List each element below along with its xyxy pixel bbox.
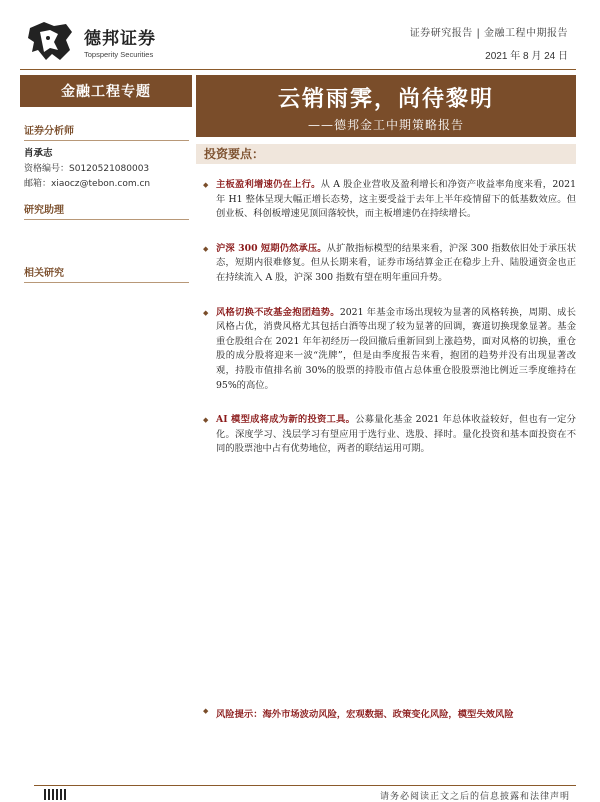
- section-banner: 金融工程专题: [20, 75, 192, 107]
- brand: [84, 24, 156, 59]
- list-item: [200, 306, 576, 394]
- bullet-highlight: 主板盈利增速仍在上行。: [216, 179, 321, 190]
- brand-name: 德邦证券: [84, 29, 156, 49]
- bullet-text: 公募量化基金 2021 年总体收益较好，但也有一定分化。深度学习、浅层学习有望应用于选行业、选股、择时。量化投资和基本面投资在不同的股票池中占有优势地位，两者的联结运用可期。: [216, 414, 576, 455]
- title-box: [196, 75, 576, 137]
- bullet-highlight: AI 模型成将成为新的投资工具。: [216, 414, 356, 426]
- report-title: 云销雨霁，尚待黎明: [277, 86, 494, 112]
- bullet-highlight: 风格切换不改基金抱团趋势。: [216, 306, 340, 318]
- bullet-text: 从 A 股企业营收及盈利增长和净资产收益率角度来看，2021 年 H1 整体呈现大幅正增长态势，这主要受益于去年上半年疫情留下的低基数效应。但创业板、科创板增速见顶回落较快，而主板增速仍在持续增长。: [216, 179, 576, 220]
- report-date: 2021 年 8 月 24 日: [485, 51, 568, 62]
- report-subtitle: ——德邦金工中期策略报告: [307, 118, 464, 132]
- list-item: [200, 413, 576, 457]
- company-logo: [26, 20, 76, 62]
- report-type: 证券研究报告 | 金融工程中期报告: [409, 28, 568, 39]
- analyst-name: 肖承志: [24, 148, 53, 159]
- list-item: [200, 178, 576, 222]
- header-meta: [410, 24, 568, 62]
- bullet-text: 从扩散指标模型的结果来看，沪深 300 指数依旧处于承压状态，短期内很难修复。但从长期来看，证券市场结算金正在稳步上升、陆股通资金也正在持续流入 A 股，沪深 300 指数有望在明年重回升势。: [216, 242, 576, 283]
- list-item: [200, 242, 576, 286]
- left-column: [24, 118, 189, 283]
- related-heading: 相关研究: [24, 264, 189, 283]
- risk-warning: ◆ 风险提示：海外市场波动风险，宏观数据、政策变化风险，模型失效风险: [200, 706, 592, 720]
- header-divider: [20, 69, 576, 70]
- investment-points-heading: 投资要点：: [196, 144, 576, 164]
- analyst-email: 邮箱：xiaocz@tebon.com.cn: [24, 179, 151, 189]
- bullet-text: 2021 年基金市场出现较为显著的风格转换，周期、成长风格占优，消费风格尤其包括白酒等出现了较为显著的回调，赛道切换现象显著。基金重仓股组合在 2021 年年初经历一段回撤后重新回到上涨趋势，面对风格的切换，重仓股的成分股将迎来一波“洗牌”，但是由季度报告来看，抱团的趋势并没有出现显著改观，持股市值排名前 30%的股票的持股市值占总体重仓股股票池比例近三季度维持在 95%的高位。: [216, 306, 576, 391]
- brand-english: Topsperity Securities: [84, 50, 154, 59]
- investment-points: [200, 178, 576, 457]
- qr-code-icon: [44, 789, 68, 800]
- analyst-heading: 证券分析师: [24, 122, 189, 141]
- disclaimer-note: 请务必阅读正文之后的信息披露和法律声明: [379, 792, 570, 802]
- analyst-license: 资格编号：S0120521080003: [24, 164, 150, 174]
- bullet-highlight: 沪深 300 短期仍然承压。: [216, 242, 327, 254]
- footer-divider: [34, 785, 576, 786]
- assistant-heading: 研究助理: [24, 201, 189, 220]
